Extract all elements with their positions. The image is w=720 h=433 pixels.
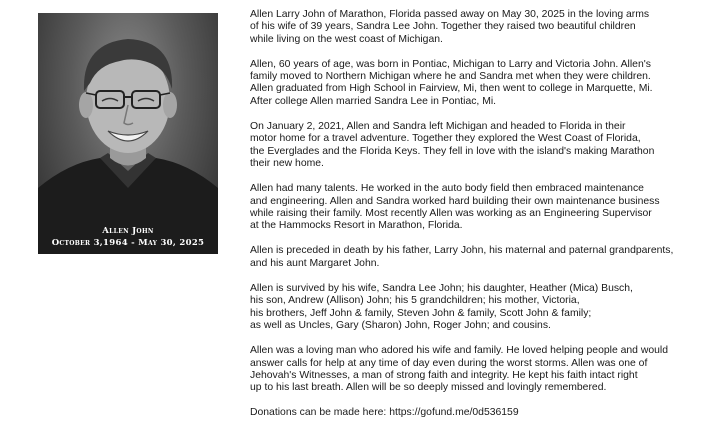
text-line: After college Allen married Sandra Lee in Pontiac, Mi. [250, 95, 497, 107]
text-line: the Everglades and the Florida Keys. They fell in love with the island's making Marathon [250, 145, 655, 157]
text-line: motor home for a travel adventure. Together they explored the West Coast of Florida, [250, 133, 641, 145]
text-line: and his aunt Margaret John. [250, 257, 380, 269]
text-line: Allen, 60 years of age, was born in Pontiac, Michigan to Larry and Victoria John. Allen's [250, 58, 651, 70]
text-line: at the Hammocks Resort in Marathon, Florida. [250, 220, 463, 232]
obituary-text [250, 9, 715, 433]
text-line: his son, Andrew (Allison) John; his 5 grandchildren; his mother, Victoria, [250, 295, 580, 307]
text-line: Allen is preceded in death by his father, Larry John, his maternal and paternal grandparents, [250, 245, 674, 257]
text-line: while living on the west coast of Michigan. [250, 33, 443, 45]
portrait-illustration [38, 13, 218, 254]
text-line: On January 2, 2021, Allen and Sandra left Michigan and headed to Florida in their [250, 121, 626, 133]
text-line: as well as Uncles, Gary (Sharon) John, Roger John; and cousins. [250, 319, 551, 331]
paragraph-preceded [250, 245, 715, 270]
photo-caption-dates: October 3,1964 - May 30, 2025 [51, 238, 205, 248]
text-line: of his wife of 39 years, Sandra Lee John. Together they raised two beautiful children [250, 21, 636, 33]
paragraph-character [250, 345, 715, 394]
paragraph-survived [250, 283, 715, 332]
portrait-photo [38, 13, 218, 254]
text-line: Allen had many talents. He worked in the auto body field then embraced maintenance [250, 183, 644, 195]
text-line: up to his last breath. Allen will be so deeply missed and lovingly remembered. [250, 382, 607, 394]
paragraph-florida-move [250, 121, 715, 170]
paragraph-death-notice [250, 9, 715, 46]
paragraph-career [250, 183, 715, 232]
photo-caption-name: Allen John [102, 226, 154, 236]
text-line: Allen graduated from High School in Fairview, Mi, then went to college in Marquette, Mi. [250, 83, 653, 95]
text-line: Allen was a loving man who adored his wife and family. He loved helping people and would [250, 345, 668, 357]
text-line: answer calls for help at any time of day even during the worst storms. Allen was one of [250, 357, 648, 369]
paragraph-donations [250, 407, 715, 419]
text-line: Allen Larry John of Marathon, Florida passed away on May 30, 2025 in the loving arms [250, 9, 650, 20]
text-line: Jehovah's Witnesses, a man of strong faith and integrity. He kept his faith intact right [250, 369, 638, 381]
text-line: their new home. [250, 157, 324, 169]
text-line: and engineering. Allen and Sandra worked hard building their own maintenance business [250, 195, 660, 207]
text-line: his brothers, Jeff John & family, Steven John & family, Scott John & family; [250, 307, 592, 319]
paragraph-early-life [250, 59, 715, 108]
text-line: while raising their family. Most recently Allen was working as an Engineering Supervisor [250, 207, 652, 219]
donations-line[interactable]: Donations can be made here: https://gofund.me/0d536159 [250, 407, 519, 419]
text-line: family moved to Northern Michigan where he and Sandra met when they were children. [250, 71, 651, 83]
text-line: Allen is survived by his wife, Sandra Lee John; his daughter, Heather (Mica) Busch, [250, 283, 633, 295]
